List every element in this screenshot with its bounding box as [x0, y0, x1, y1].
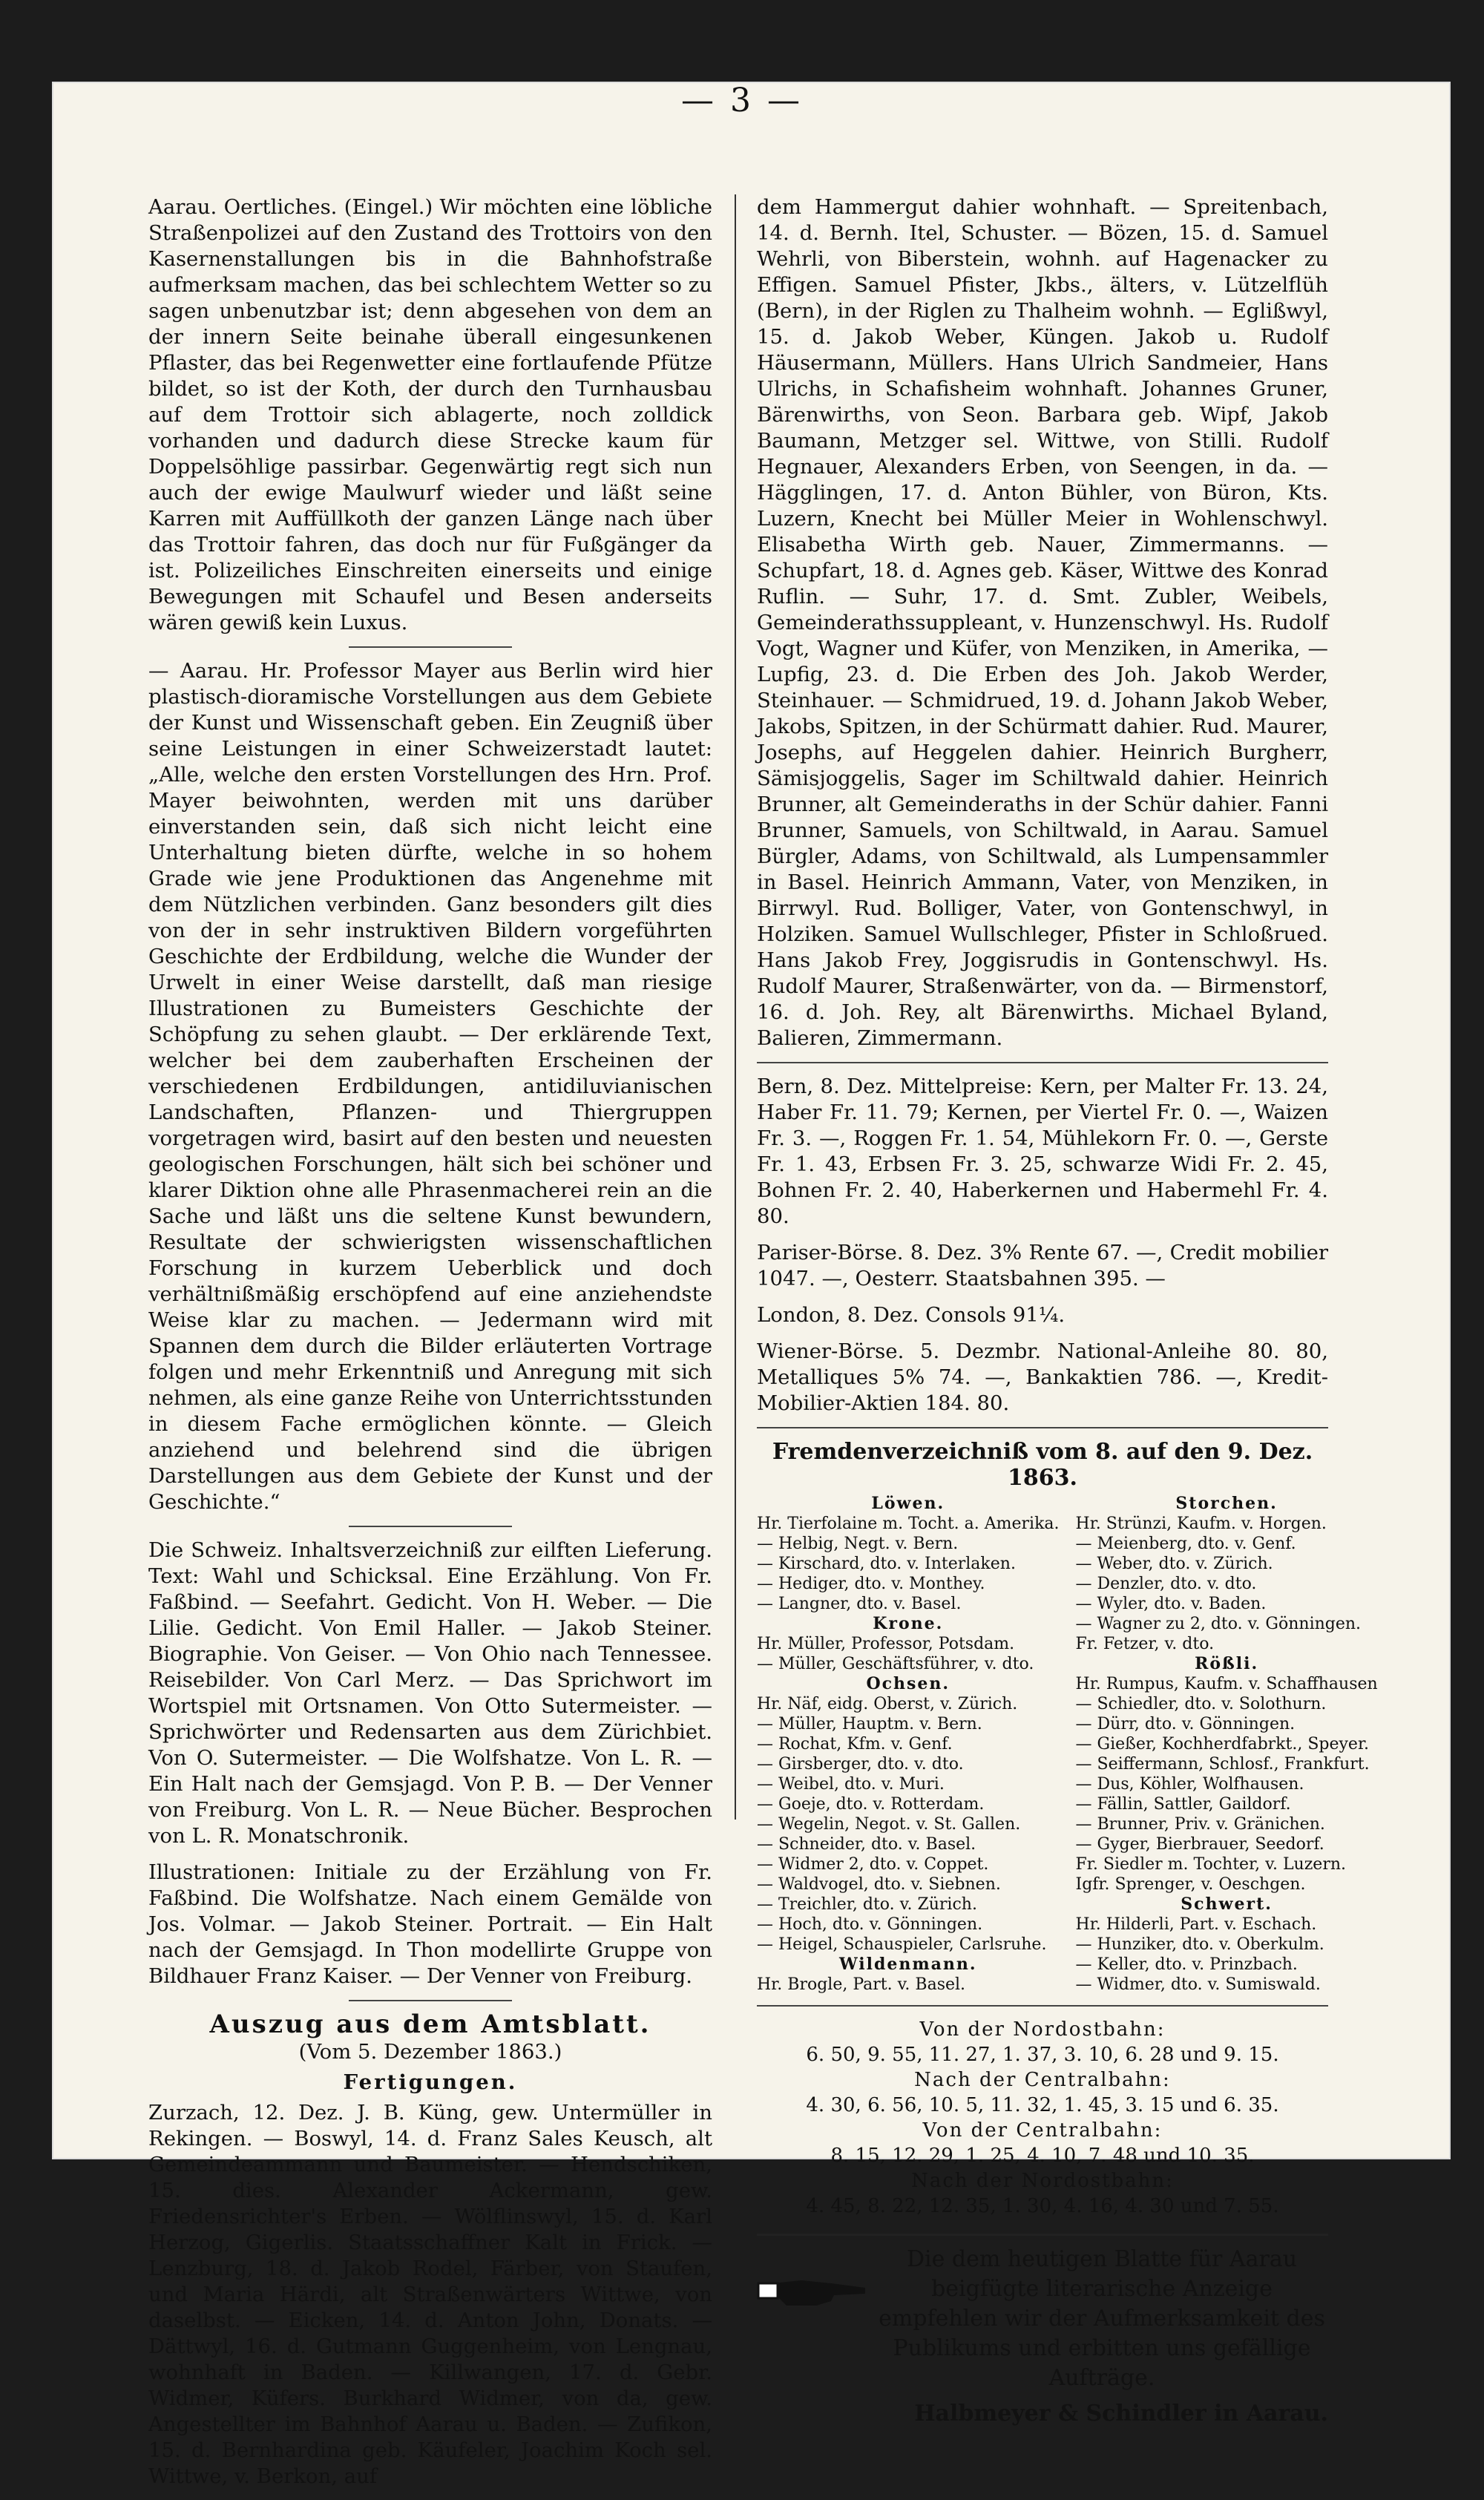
amtsblatt-title: Auszug aus dem Amtsblatt.	[209, 2009, 651, 2039]
page-number: — 3 —	[681, 82, 803, 119]
guest-entry: Fr. Siedler m. Tochter, v. Luzern.	[1075, 1855, 1347, 1874]
article-schweiz-contents: Die Schweiz. Inhaltsverzeichniß zur eilften Lieferung. Text: Wahl und Schicksal. Eine Erzählung. Von Fr. Faßbind. — Seefahrt. Gedicht. Von H. Weber. — Die Lilie. Gedicht. Von Emil Haller. — Jakob Steiner. Biographie. Von Geiser. — Von Ohio nach Tennessee. Reisebilder. Von Carl Merz. — Das Sprichwort im Wortspiel mit Ortsnamen. Von Otto Sutermeister. — Sprichwörter und Redensarten aus dem Zürichbiet. Von O. Sutermeister. — Die Wolfshatze. Von L. R. — Ein Halt nach der Gemsjagd. Von P. B. — Der Venner von Freiburg. Von L. R. — Neue Bücher. Besprochen von L. R. Monatschronik.	[148, 1538, 712, 1848]
column-rule	[735, 194, 736, 1820]
article-professor-mayer: — Aarau. Hr. Professor Mayer aus Berlin wird hier plastisch-dioramische Vorstellungen aus dem Gebiete der Kunst und Wissenschaft geben. Ein Zeugniß über seine Leistungen in einer Schweizerstadt lautet: „Alle, welche den ersten Vorstellungen des Hrn. Prof. Mayer beiwohnten, werden mit uns darüber einverstanden sein, daß sich nicht leicht eine Unterhaltung bieten dürfte, welche in so hohem Grade wie jene Produktionen das Angenehme mit dem Nützlichen verbinden. Ganz besonders gilt dies von der in sehr instruktiven Bildern vorgeführten Geschichte der Erdbildung, welche die Wunder der Urwelt in einer Weise darstellt, daß man riesige Illustrationen zu Bumeisters Geschichte der Schöpfung zu sehen glaubt. — Der erklärende Text, welcher bei dem zauberhaften Erscheinen der verschiedenen Erdbildungen, antidiluvianischen Landschaften, Pflanzen- und Thiergruppen vorgetragen wird, basirt auf den besten und neuesten geologischen Forschungen, hält sich bei schöner und klarer Diktion ohne alle Phrasenmacherei rein an die Sache und läßt uns die seltene Kunst bewundern, Resultate der schwierigsten wissenschaftlichen Forschung in kurzem Ueberblick und doch verhältnißmäßig erschöpfend auf eine anziehendste Weise klar zu machen. — Jedermann wird mit Spannen dem durch die Bilder erläuterten Vortrage folgen und mehr Erkenntniß und Anregung mit sich nehmen, als eine ganze Reihe von Unterrichtsstunden in diesem Fache ermöglichen könnte. — Gleich anziehend und belehrend sind die übrigen Darstellungen aus dem Gebiete der Kunst und der Geschichte.“	[148, 659, 712, 1514]
train-head: Nach der Centralbahn:	[914, 2069, 1171, 2091]
hotel-name: Storchen.	[1175, 1494, 1278, 1513]
guest-entry: — Schneider, dto. v. Basel.	[757, 1835, 976, 1854]
guest-entry: — Gießer, Kochherdfabrkt., Speyer.	[1075, 1735, 1370, 1753]
guest-entry: — Dus, Köhler, Wolfhausen.	[1075, 1775, 1304, 1794]
train-head: Von der Nordostbahn:	[919, 2018, 1166, 2041]
guest-entry: Hr. Strünzi, Kaufm. v. Horgen.	[1075, 1515, 1327, 1533]
guest-entry: Hr. Hilderli, Part. v. Eschach.	[1075, 1915, 1317, 1934]
guest-entry: — Treichler, dto. v. Zürich.	[757, 1895, 977, 1914]
hotel-name: Wildenmann.	[838, 1955, 977, 1974]
guest-entry: — Weibel, dto. v. Muri.	[757, 1775, 945, 1794]
guest-entry: — Müller, Hauptm. v. Bern.	[757, 1715, 982, 1733]
guest-entry: Hr. Näf, eidg. Oberst, v. Zürich.	[757, 1695, 1018, 1713]
market-paris: Pariser-Börse. 8. Dez. 3% Rente 67. —, Credit mobilier 1047. —, Oesterr. Staatsbahnen 395. —	[757, 1241, 1328, 1290]
divider	[757, 1427, 1328, 1428]
guest-entry: — Hediger, dto. v. Monthey.	[757, 1575, 985, 1593]
divider	[757, 2005, 1328, 2007]
guest-entry: — Gyger, Bierbrauer, Seedorf.	[1075, 1835, 1324, 1854]
guest-entry: — Rochat, Kfm. v. Genf.	[757, 1735, 953, 1753]
fremden-left	[757, 1494, 1060, 1995]
train-head: Von der Centralbahn:	[922, 2119, 1163, 2142]
guest-entry: — Keller, dto. v. Prinzbach.	[1075, 1955, 1298, 1974]
guest-entry: Hr. Tierfolaine m. Tocht. a. Amerika.	[757, 1515, 1060, 1533]
guest-entry: — Wagner zu 2, dto. v. Gönningen.	[1075, 1615, 1362, 1633]
fremden-list	[757, 1494, 1378, 1995]
guest-entry: — Widmer, dto. v. Sumiswald.	[1075, 1975, 1321, 1994]
train-head: Nach der Nordostbahn:	[911, 2170, 1174, 2192]
guest-entry: — Fällin, Sattler, Gaildorf.	[1075, 1795, 1291, 1814]
guest-entry: — Hunziker, dto. v. Oberkulm.	[1075, 1935, 1324, 1954]
guest-entry: Hr. Rumpus, Kaufm. v. Schaffhausen	[1075, 1675, 1378, 1693]
guest-entry: — Wegelin, Negot. v. St. Gallen.	[757, 1815, 1021, 1834]
left-column	[148, 194, 712, 2500]
divider	[757, 1062, 1328, 1063]
divider	[349, 1526, 512, 1527]
guest-entry: Fr. Fetzer, v. dto.	[1075, 1635, 1215, 1653]
guest-entry: — Seiffermann, Schlosf., Frankfurt.	[1075, 1755, 1370, 1774]
guest-entry: — Goeje, dto. v. Rotterdam.	[757, 1795, 985, 1814]
ad-text: Die dem heutigen Blatte für Aarau beigfügte literarische Anzeige empfehlen wir der Aufmerksamkeit des Publikums und erbitten uns gefällige Aufträge.	[879, 2246, 1325, 2391]
article-illustrationen: Illustrationen: Initiale zu der Erzählung von Fr. Faßbind. Die Wolfshatze. Nach einem Gemälde von Jos. Volmar. — Jakob Steiner. Portrait. — Ein Halt nach der Gemsjagd. In Thon modellirte Gruppe von Bildhauer Franz Kaiser. — Der Venner von Freiburg.	[148, 1860, 712, 1988]
guest-entry: — Widmer 2, dto. v. Coppet.	[757, 1855, 989, 1874]
train-times: 6. 50, 9. 55, 11. 27, 1. 37, 3. 10, 6. 28 und 9. 15.	[806, 2044, 1279, 2066]
train-times: 4. 30, 6. 56, 10. 5, 11. 32, 1. 45, 3. 15 und 6. 35.	[806, 2094, 1279, 2116]
guest-entry: Hr. Brogle, Part. v. Basel.	[757, 1975, 966, 1994]
market-bern: Bern, 8. Dez. Mittelpreise: Kern, per Malter Fr. 13. 24, Haber Fr. 11. 79; Kernen, per Viertel Fr. 0. —, Waizen Fr. 3. —, Roggen Fr. 1. 54, Mühlekorn Fr. 0. —, Gerste Fr. 1. 43, Erbsen Fr. 3. 25, schwarze Widi Fr. 2. 45, Bohnen Fr. 2. 40, Haberkernen und Habermehl Fr. 4. 80.	[757, 1075, 1328, 1228]
guest-entry: — Heigel, Schauspieler, Carlsruhe.	[757, 1935, 1047, 1954]
fertigungen-list: Zurzach, 12. Dez. J. B. Küng, gew. Untermüller in Rekingen. — Boswyl, 14. d. Franz Sales Keusch, alt Gemeindeammann und Baumeister. — Hendschiken, 15. dies. Alexander Ackermann, gew. Friedensrichter's Erben. — Wölflinswyl, 15. d. Karl Herzog, Gigerlis. Staatsschaffner Kalt in Frick. — Lenzburg, 18. d. Jakob Rodel, Färber, von Staufen, und Maria Härdi, alt Straßenwärters Wittwe, von daselbst. — Eicken, 14. d. Anton John, Donats. — Dättwyl, 16. d. Gutmann Guggenheim, von Lengnau, wohnhaft in Baden. — Killwangen, 17. d. Gebr. Widmer, Küfers. Burkhard Widmer, von da, gew. Angestellter im Bahnhof Aarau u. Baden. — Zufikon, 15. d. Bernhardina geb. Käufeler, Joachim Koch sel. Wittwe, v. Berkon, auf	[148, 2101, 712, 2488]
hotel-name: Löwen.	[871, 1494, 945, 1513]
guest-entry: — Helbig, Negt. v. Bern.	[757, 1535, 959, 1553]
guest-entry: Igfr. Sprenger, v. Oeschgen.	[1075, 1875, 1306, 1894]
guest-entry: — Wyler, dto. v. Baden.	[1075, 1595, 1267, 1613]
fertigungen-continued: dem Hammergut dahier wohnhaft. — Spreitenbach, 14. d. Bernh. Itel, Schuster. — Bözen, 15. d. Samuel Wehrli, von Biberstein, wohnh. auf Hagenacker zu Effigen. Samuel Pfister, Jkbs., älters, v. Lützelflüh (Bern), in der Riglen zu Thalheim wohnh. — Eglißwyl, 15. d. Jakob Weber, Küngen. Jakob u. Rudolf Häusermann, Müllers. Hans Ulrich Sandmeier, Hans Ulrichs, in Schafisheim wohnhaft. Johannes Gruner, Bärenwirths, von Seon. Barbara geb. Wipf, Jakob Baumann, Metzger sel. Wittwe, von Stilli. Rudolf Hegnauer, Alexanders Erben, von Seengen, in da. — Hägglingen, 17. d. Anton Bühler, von Büron, Kts. Luzern, Knecht bei Müller Meier in Wohlenschwyl. Elisabetha Wirth geb. Nauer, Zimmermanns. — Schupfart, 18. d. Agnes geb. Käser, Wittwe des Konrad Ruflin. — Suhr, 17. d. Smt. Zubler, Weibels, Gemeinderathssuppleant, v. Hunzenschwyl. Hs. Rudolf Vogt, Wagner und Küfer, von Menziken, in Amerika, — Lupfig, 23. d. Die Erben des Joh. Jakob Werder, Steinhauer. — Schmidrued, 19. d. Johann Jakob Weber, Jakobs, Spitzen, in der Schürmatt dahier. Rud. Maurer, Josephs, auf Heggelen dahier. Heinrich Burgherr, Sämisjoggelis, Sager im Schiltwald dahier. Heinrich Brunner, alt Gemeinderaths in der Schür dahier. Fanni Brunner, Samuels, von Schiltwald, in Aarau. Samuel Bürgler, Adams, von Schiltwald, als Lumpensammler in Basel. Heinrich Ammann, Vater, von Menziken, in Birrwyl. Rud. Bolliger, Vater, von Gontenschwyl, in Holziken. Samuel Wullschleger, Pfister in Schloßrued. Hans Jakob Frey, Joggisrudis in Gontenschwyl. Hs. Rudolf Maurer, Straßenwärter, von da. — Birmenstorf, 16. d. Joh. Rey, alt Bärenwirths. Michael Byland, Balieren, Zimmermann.	[757, 195, 1328, 1050]
hotel-name: Schwert.	[1181, 1894, 1273, 1914]
train-times: 4. 45, 8. 22, 12. 35, 1. 30, 4. 16, 4. 30 und 7. 55.	[806, 2195, 1279, 2217]
guest-entry: — Hoch, dto. v. Gönningen.	[757, 1915, 983, 1934]
guest-entry: — Girsberger, dto. v. dto.	[757, 1755, 964, 1774]
amtsblatt-date: (Vom 5. Dezember 1863.)	[298, 2040, 562, 2064]
hotel-name: Rößli.	[1195, 1654, 1259, 1673]
train-schedule	[757, 2017, 1328, 2219]
guest-entry: Hr. Müller, Professor, Potsdam.	[757, 1635, 1015, 1653]
guest-entry: — Meienberg, dto. v. Genf.	[1075, 1535, 1296, 1553]
guest-entry: — Denzler, dto. v. dto.	[1075, 1575, 1257, 1593]
right-column	[757, 194, 1378, 2429]
guest-entry: — Weber, dto. v. Zürich.	[1075, 1555, 1273, 1573]
advertisement	[757, 2234, 1328, 2429]
guest-entry: — Brunner, Priv. v. Gränichen.	[1075, 1815, 1325, 1834]
guest-entry: — Kirschard, dto. v. Interlaken.	[757, 1555, 1016, 1573]
fremden-right	[1076, 1494, 1378, 1995]
article-oertliches: Aarau. Oertliches. (Eingel.) Wir möchten eine löbliche Straßenpolizei auf den Zustand des Trottoirs von den Kasernenstallungen bis in die Bahnhofstraße aufmerksam machen, das bei schlechtem Wetter so zu sagen unbenutzbar ist; denn abgesehen von dem an der innern Seite beinahe überall eingesunkenen Pflaster, das bei Regenwetter eine fortlaufende Pfütze bildet, so ist der Koth, der durch den Turnhausbau auf dem Trottoir sich ablagerte, noch zolldick vorhanden und dadurch diese Strecke kaum für Doppelsöhlige passirbar. Gegenwärtig regt sich nun auch der ewige Maulwurf wieder und läßt seine Karren mit Auffüllkoth der ganzen Länge nach über das Trottoir fahren, das doch nur für Fußgänger da ist. Polizeiliches Einschreiten einerseits und einige Bewegungen mit Schaufel und Besen anderseits wären gewiß kein Luxus.	[148, 195, 712, 634]
guest-entry: — Langner, dto. v. Basel.	[757, 1595, 962, 1613]
pointing-hand-icon	[757, 2268, 868, 2313]
hotel-name: Ochsen.	[866, 1674, 951, 1693]
market-wien: Wiener-Börse. 5. Dezmbr. National-Anleihe 80. 80, Metalliques 5% 74. —, Bankaktien 786. —, Kredit-Mobilier-Aktien 184. 80.	[757, 1339, 1328, 1415]
train-times: 8. 15, 12. 29, 1. 25, 4. 10, 7. 48 und 10. 35.	[830, 2145, 1255, 2167]
fertigungen-heading: Fertigungen.	[343, 2070, 518, 2094]
market-london: London, 8. Dez. Consols 91¼.	[757, 1303, 1066, 1327]
guest-entry: — Müller, Geschäftsführer, v. dto.	[757, 1655, 1034, 1673]
hotel-name: Krone.	[873, 1614, 944, 1633]
guest-entry: — Waldvogel, dto. v. Siebnen.	[757, 1875, 1001, 1894]
divider	[349, 2000, 512, 2001]
ad-signature: Halbmeyer & Schindler in Aarau.	[914, 2401, 1328, 2427]
guest-entry: — Dürr, dto. v. Gönningen.	[1075, 1715, 1296, 1733]
fremden-title: Fremdenverzeichniß vom 8. auf den 9. Dez. 1863.	[772, 1439, 1313, 1491]
guest-entry: — Schiedler, dto. v. Solothurn.	[1075, 1695, 1327, 1713]
divider	[349, 646, 512, 648]
